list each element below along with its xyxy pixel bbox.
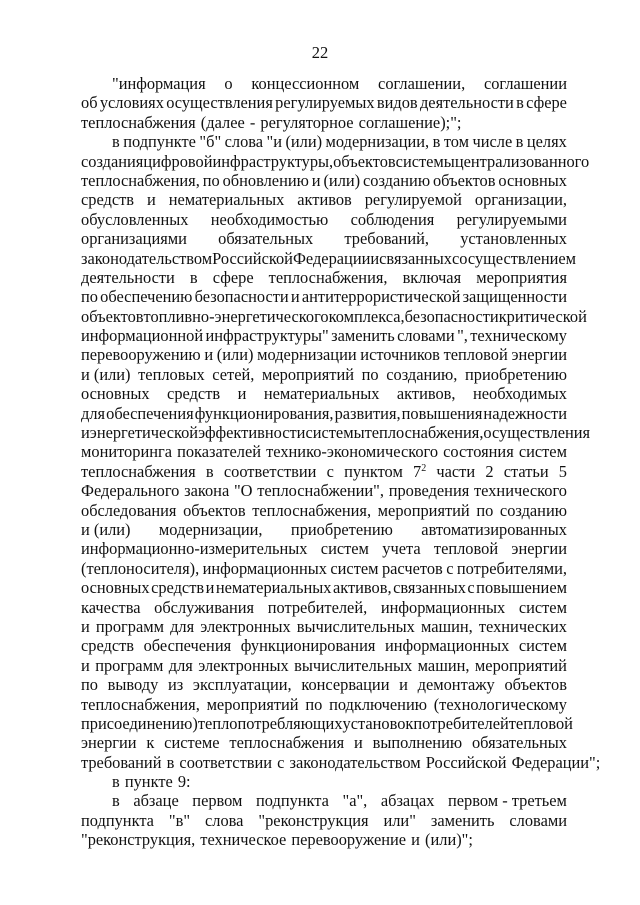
word: теплоснабжения (далее - регуляторное соглашение);"; xyxy=(81,112,462,132)
word: нематериальных xyxy=(263,384,380,404)
word: по xyxy=(81,287,98,307)
word: мероприятий xyxy=(474,655,567,675)
text-line xyxy=(81,326,567,345)
text-line xyxy=(81,830,567,849)
word: по xyxy=(202,170,220,190)
text-line xyxy=(81,404,567,423)
text-line xyxy=(81,675,567,694)
word: средств xyxy=(167,384,221,404)
word: потребителей xyxy=(413,713,509,733)
word: систем xyxy=(330,558,379,578)
text-line xyxy=(81,772,567,791)
word: осуществлением xyxy=(459,248,577,268)
text-line xyxy=(81,559,567,578)
word: расчетов xyxy=(381,558,443,578)
text-line xyxy=(81,229,567,248)
word: электронных xyxy=(200,616,291,636)
word: эффективности xyxy=(198,423,306,443)
text-line xyxy=(81,384,567,403)
word: (или) xyxy=(285,132,323,152)
word: по xyxy=(81,675,98,695)
word: осуществления xyxy=(483,423,591,443)
word: Российской xyxy=(212,248,293,268)
word: обследования xyxy=(81,500,177,520)
word: машин, xyxy=(420,616,473,636)
word: мероприятий xyxy=(206,694,299,714)
word: объектов xyxy=(432,170,496,190)
word: организациями xyxy=(81,229,187,249)
word: показателей xyxy=(177,442,262,462)
word: законодательством xyxy=(81,248,213,268)
word: о xyxy=(224,74,233,93)
word: для xyxy=(168,655,193,675)
text-line xyxy=(81,752,601,772)
word: с xyxy=(326,461,334,481)
word: заменить xyxy=(331,326,395,346)
word: программ xyxy=(95,616,164,636)
word: активов, xyxy=(396,384,456,404)
word: энергии xyxy=(511,539,567,559)
word: критической xyxy=(498,306,587,326)
word: с xyxy=(452,248,460,268)
word: статьи xyxy=(503,461,549,481)
word: необходимых xyxy=(473,384,567,404)
superscript: 2 xyxy=(421,462,427,474)
text-line xyxy=(81,520,567,539)
word: в xyxy=(112,132,120,152)
word: модернизации, xyxy=(158,519,263,539)
word: и xyxy=(81,616,90,636)
word: создания xyxy=(81,151,144,171)
word: "О xyxy=(233,481,253,501)
word: повышения xyxy=(401,403,483,423)
word: с xyxy=(467,578,475,598)
word: приобретению xyxy=(290,519,393,539)
word: энергетической xyxy=(89,423,199,443)
text-line xyxy=(81,190,567,209)
word: вычислительных xyxy=(294,655,413,675)
word: нематериальных xyxy=(215,578,332,598)
word: сфере xyxy=(526,93,567,113)
text-line xyxy=(81,811,567,830)
word: и xyxy=(290,287,300,307)
word: инфраструктуры" xyxy=(205,326,329,346)
word: обязательных xyxy=(218,229,314,249)
word: сетей, xyxy=(212,364,255,384)
word: технического xyxy=(474,481,567,501)
word: инфраструктуры, xyxy=(212,151,334,171)
word: и xyxy=(146,190,156,210)
word: концессионном xyxy=(251,74,360,93)
word: информационных xyxy=(384,636,510,656)
word: теплоснабжении", xyxy=(257,481,384,501)
word: мероприятий xyxy=(377,500,470,520)
word: или" xyxy=(383,810,416,830)
word: технических xyxy=(478,616,567,636)
word: теплопотребляющих xyxy=(197,713,343,733)
word: безопасности xyxy=(194,287,289,307)
word: модернизации, xyxy=(325,132,430,152)
word: и xyxy=(205,578,215,598)
word: соответствии xyxy=(223,461,317,481)
word: требований в соответствии с законодательством Российской Федерации"; xyxy=(81,752,601,772)
word: словами xyxy=(509,810,567,830)
word: числе xyxy=(472,132,513,152)
text-line xyxy=(81,713,573,733)
text-line xyxy=(81,462,567,481)
word: активов xyxy=(297,190,352,210)
word: организации, xyxy=(474,190,567,210)
word: выполнению xyxy=(372,733,463,753)
word: информационной xyxy=(81,326,204,346)
text-line xyxy=(81,481,567,500)
text-line xyxy=(81,287,567,306)
word: информационных xyxy=(380,597,506,617)
text-line xyxy=(81,268,567,287)
word: топливно-энергетического xyxy=(143,306,329,326)
word: регулируемыми xyxy=(456,209,567,229)
word: основных xyxy=(498,170,567,190)
word: подпункта xyxy=(255,791,329,811)
word: средств xyxy=(81,636,135,656)
word: "информация xyxy=(112,74,206,93)
word: технико-экономического xyxy=(266,442,439,462)
word: пунктом xyxy=(344,461,403,481)
text-line xyxy=(81,93,567,112)
word: подпункта xyxy=(81,810,154,830)
word: перевооружению xyxy=(81,345,201,365)
word: информационно-измерительных xyxy=(81,539,308,559)
word: связанных xyxy=(379,248,452,268)
word: подключению xyxy=(329,694,427,714)
word: комплекса, xyxy=(328,306,405,326)
word: созданию xyxy=(363,170,431,190)
word: "б" xyxy=(199,132,222,152)
word: теплоснабжения xyxy=(229,733,345,753)
word: модернизации xyxy=(257,345,357,365)
page-number: 22 xyxy=(311,43,329,62)
word: теплоснабжения, xyxy=(268,267,388,287)
word: состояния xyxy=(443,442,514,462)
text-line xyxy=(81,113,567,132)
word: видов xyxy=(376,93,418,113)
text-line xyxy=(81,306,587,326)
word: теплоснабжения, xyxy=(81,694,200,714)
text-line xyxy=(81,733,567,752)
word: машин, xyxy=(417,655,470,675)
word: созданию, xyxy=(386,364,458,384)
paragraph xyxy=(81,74,567,132)
word: обеспечения xyxy=(106,403,194,423)
word: повышением xyxy=(476,578,567,598)
word: объектов xyxy=(333,151,396,171)
word: Федерации xyxy=(292,248,371,268)
text-line xyxy=(81,636,567,655)
word: развития, xyxy=(334,403,401,423)
word: условиях xyxy=(99,93,164,113)
text-line xyxy=(81,151,590,171)
text-line xyxy=(81,74,567,93)
word: мероприятия xyxy=(476,267,567,287)
word: том xyxy=(443,132,470,152)
word: обслуживания xyxy=(154,597,255,617)
word: тепловой xyxy=(443,345,508,365)
word: абзаце xyxy=(133,791,179,811)
word: (или) xyxy=(323,170,361,190)
word: теплоснабжения, xyxy=(81,170,200,190)
word: части xyxy=(436,461,476,481)
text-line xyxy=(81,617,567,636)
word: "а", xyxy=(342,791,368,811)
word: обеспечению xyxy=(100,287,193,307)
word: целях xyxy=(526,132,567,152)
word: установленных xyxy=(460,229,567,249)
word: системе xyxy=(164,733,220,753)
word: информационных xyxy=(202,558,327,578)
word: соглашении xyxy=(483,74,567,93)
word: объектов xyxy=(183,500,246,520)
word: соглашении, xyxy=(378,74,466,93)
word: нематериальных xyxy=(168,190,285,210)
word: созданию xyxy=(499,500,567,520)
word: осуществления xyxy=(166,93,273,113)
word: демонтажу xyxy=(417,675,495,695)
text-line xyxy=(81,598,567,617)
paragraph xyxy=(81,772,567,791)
text-line xyxy=(81,442,567,461)
word: необходимостью xyxy=(210,209,329,229)
word: функционирования, xyxy=(194,403,334,423)
word: первом xyxy=(192,791,243,811)
word: в xyxy=(205,461,214,481)
word: в xyxy=(515,132,524,152)
word: активов, xyxy=(332,578,392,598)
word: "реконструкция xyxy=(258,810,369,830)
word: и xyxy=(311,170,321,190)
word: объектов xyxy=(81,306,144,326)
text-line xyxy=(81,171,567,190)
word: средств xyxy=(81,190,135,210)
word: техническому xyxy=(470,326,567,346)
word: для xyxy=(81,403,106,423)
word: "и xyxy=(266,132,282,152)
word: об xyxy=(81,93,98,113)
word: энергии xyxy=(81,733,137,753)
word: 2 xyxy=(485,461,494,481)
word: установок xyxy=(342,713,414,733)
word: проведения xyxy=(388,481,470,501)
word: словами xyxy=(397,326,455,346)
word: "реконструкция, техническое перевооружение и (или)"; xyxy=(81,830,473,850)
word: (или) xyxy=(216,345,254,365)
word: и xyxy=(353,733,363,753)
text-line xyxy=(81,423,591,443)
word: ", xyxy=(457,326,468,346)
word: тепловых xyxy=(138,364,205,384)
word: учета xyxy=(382,539,421,559)
word: присоединению) xyxy=(81,713,198,733)
word: цифровой xyxy=(143,151,213,171)
word: выводу xyxy=(107,675,159,695)
word: теплоснабжения, xyxy=(252,500,372,520)
text-line xyxy=(81,695,567,714)
text-line xyxy=(81,656,567,675)
word: консервации xyxy=(301,675,390,695)
text-line xyxy=(81,539,567,558)
word: функционирования xyxy=(240,636,376,656)
word: регулируемой xyxy=(364,190,462,210)
word: централизованного xyxy=(454,151,590,171)
word: потребителями, xyxy=(456,558,567,578)
word: антитеррористической xyxy=(301,287,461,307)
word: для xyxy=(170,616,195,636)
word: мероприятий xyxy=(261,364,355,384)
word: с xyxy=(446,558,454,578)
text-line xyxy=(81,210,567,229)
word: безопасности xyxy=(404,306,499,326)
word: систем xyxy=(320,539,369,559)
word: теплоснабжения, xyxy=(364,423,484,443)
word: энергии xyxy=(511,345,567,365)
word: и (или) xyxy=(81,364,131,384)
word: деятельности xyxy=(419,93,514,113)
word: в xyxy=(516,93,524,113)
text-line xyxy=(81,365,567,384)
word: соблюдения xyxy=(350,209,435,229)
word: связанных xyxy=(393,578,466,598)
word: слова xyxy=(205,810,244,830)
word: эксплуатации, xyxy=(192,675,292,695)
word: защищенности xyxy=(462,287,567,307)
word: электронных xyxy=(198,655,289,675)
word: систем xyxy=(518,597,567,617)
text-line xyxy=(81,345,567,364)
text-line xyxy=(81,501,567,520)
word: в xyxy=(112,791,120,811)
word: и (или) xyxy=(81,519,131,539)
word: основных xyxy=(81,578,150,598)
word: и xyxy=(370,248,380,268)
word: в xyxy=(189,267,198,287)
word: систем xyxy=(518,636,567,656)
word: обязательных xyxy=(471,733,567,753)
word: надежности xyxy=(483,403,567,423)
word: в пункте 9: xyxy=(112,772,191,792)
word: основных xyxy=(81,384,150,404)
word: автоматизированных xyxy=(421,519,567,539)
word: заменить xyxy=(430,810,495,830)
word: источников xyxy=(360,345,440,365)
word: по xyxy=(305,694,323,714)
document-body xyxy=(81,74,601,850)
word: приобретению xyxy=(465,364,567,384)
word: и xyxy=(399,675,408,695)
paragraph xyxy=(81,132,601,772)
word: системы xyxy=(305,423,365,443)
word: слова xyxy=(224,132,264,152)
word: $7^2$ xyxy=(413,461,427,481)
word: и xyxy=(81,423,90,443)
word: мониторинга xyxy=(81,442,172,462)
text-line xyxy=(81,578,567,597)
word: обусловленных xyxy=(81,209,189,229)
text-line xyxy=(81,132,567,151)
word: потребителей, xyxy=(267,597,368,617)
word: деятельности xyxy=(81,267,175,287)
word: тепловой xyxy=(433,539,499,559)
word: вычислительных xyxy=(296,616,415,636)
word: к xyxy=(146,733,155,753)
word: из xyxy=(167,675,184,695)
word: системы xyxy=(395,151,455,171)
word: тепловой xyxy=(508,713,573,733)
word: средств xyxy=(151,578,205,598)
paragraph xyxy=(81,791,567,849)
word: регулируемых xyxy=(275,93,375,113)
word: "в" xyxy=(168,810,191,830)
word: Федерального xyxy=(81,481,180,501)
word: абзацах xyxy=(380,791,435,811)
word: закона xyxy=(184,481,230,501)
word: в xyxy=(432,132,441,152)
word: включая xyxy=(402,267,462,287)
word: программ xyxy=(95,655,164,675)
word: сфере xyxy=(212,267,254,287)
word: теплоснабжения xyxy=(81,461,196,481)
word: и xyxy=(81,655,90,675)
word: требований, xyxy=(344,229,429,249)
word: первом - третьем xyxy=(448,791,567,811)
word: качества xyxy=(81,597,141,617)
text-line xyxy=(81,791,567,810)
word: (технологическому xyxy=(433,694,567,714)
word: объектов xyxy=(504,675,567,695)
word: (теплоносителя), xyxy=(81,558,200,578)
word: по xyxy=(476,500,494,520)
word: подпункте xyxy=(123,132,196,152)
word: и xyxy=(237,384,247,404)
word: 5 xyxy=(558,461,567,481)
word: обеспечения xyxy=(143,636,232,656)
word: обновлению xyxy=(222,170,309,190)
word: систем xyxy=(518,442,567,462)
word: по xyxy=(361,364,379,384)
text-line xyxy=(81,248,577,268)
word: и xyxy=(204,345,214,365)
